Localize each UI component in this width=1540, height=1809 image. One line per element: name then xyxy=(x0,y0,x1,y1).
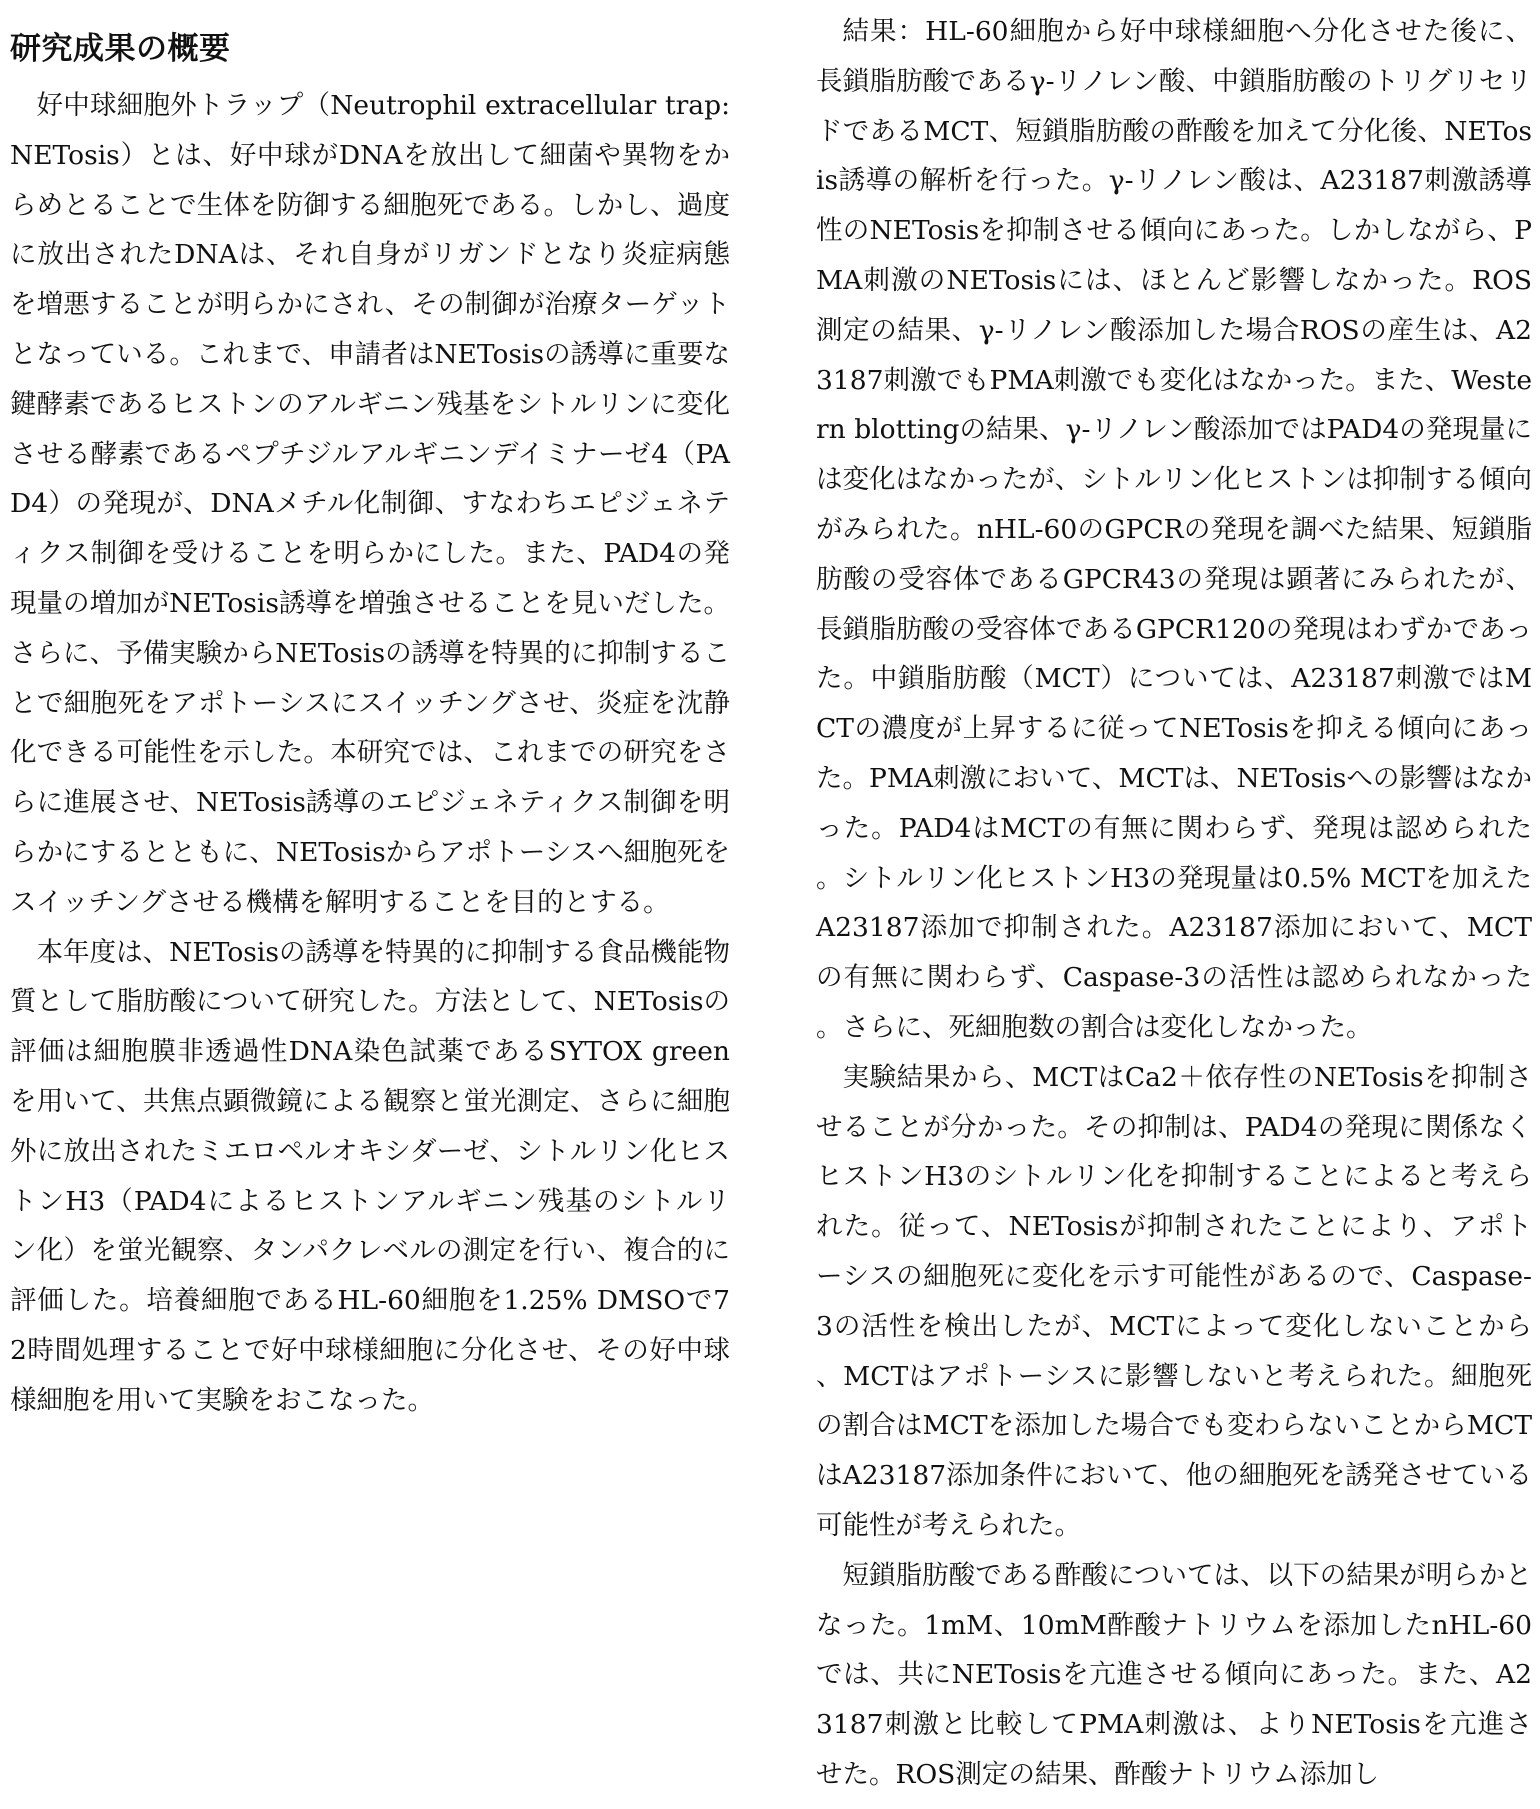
paragraph-acetic-acid: 短鎖脂肪酸である酢酸については、以下の結果が明らかとなった。1mM、10mM酢酸ナトリウムを添加したnHL-60では、共にNETosisを亢進させる傾向にあった。また、A23187刺激と比較してPMA刺激は、よりNETosisを亢進させた。ROS測定の結果、酢酸ナトリウム添加し xyxy=(816,1559,1532,1790)
section-heading: 研究成果の概要 xyxy=(10,31,231,67)
paragraph-background: 好中球細胞外トラップ（Neutrophil extracellular trap: NETosis）とは、好中球がDNAを放出して細菌や異物をからめとることで生体を防御する細胞死である。しかし、過度に放出されたDNAは、それ自身がリガンドとなり炎症病態を増悪することが明らかにされ、その制御が治療ターゲットとなっている。これまで、申請者はNETosisの誘導に重要な鍵酵素であるヒストンのアルギニン残基をシトルリンに変化させる酵素であるペプチジルアルギニンデイミナーゼ4（PAD4）の発現が、DNAメチル化制御、すなわちエピジェネティクス制御を受けることを明らかにした。また、PAD4の発現量の増加がNETosis誘導を増強させることを見いだした。さらに、予備実験からNETosisの誘導を特異的に抑制することで細胞死をアポトーシスにスイッチングさせ、炎症を沈静化できる可能性を示した。本研究では、これまでの研究をさらに進展させ、NETosis誘導のエピジェネティクス制御を明らかにするとともに、NETosisからアポトーシスへ細胞死をスイッチングさせる機構を解明することを目的とする。 xyxy=(10,90,730,918)
paragraph-methods: 本年度は、NETosisの誘導を特異的に抑制する食品機能物質として脂肪酸について研究した。方法として、NETosisの評価は細胞膜非透過性DNA染色試薬であるSYTOX greenを用いて、共焦点顕微鏡による観察と蛍光測定、さらに細胞外に放出されたミエロペルオキシダーゼ、シトルリン化ヒストンH3（PAD4によるヒストンアルギニン残基のシトルリン化）を蛍光観察、タンパクレベルの測定を行い、複合的に評価した。培養細胞であるHL-60細胞を1.25% DMSOで72時間処理することで好中球様細胞に分化させ、その好中球様細胞を用いて実験をおこなった。 xyxy=(10,936,730,1416)
paragraph-results: 結果：HL-60細胞から好中球様細胞へ分化させた後に、長鎖脂肪酸であるγ-リノレン酸、中鎖脂肪酸のトリグリセリドであるMCT、短鎖脂肪酸の酢酸を加えて分化後、NETosis誘導の解析を行った。γ-リノレン酸は、A23187刺激誘導性のNETosisを抑制させる傾向にあった。しかしながら、PMA刺激のNETosisには、ほとんど影響しなかった。ROS測定の結果、γ-リノレン酸添加した場合ROSの産生は、A23187刺激でもPMA刺激でも変化はなかった。また、Western blottingの結果、γ-リノレン酸添加ではPAD4の発現量には変化はなかったが、シトルリン化ヒストンは抑制する傾向がみられた。nHL-60のGPCRの発現を調べた結果、短鎖脂肪酸の受容体であるGPCR43の発現は顕著にみられたが、長鎖脂肪酸の受容体であるGPCR120の発現はわずかであった。中鎖脂肪酸（MCT）については、A23187刺激ではMCTの濃度が上昇するに従ってNETosisを抑える傾向にあった。PMA刺激において、MCTは、NETosisへの影響はなかった。PAD4はMCTの有無に関わらず、発現は認められた。シトルリン化ヒストンH3の発現量は0.5% MCTを加えたA23187添加で抑制された。A23187添加において、MCTの有無に関わらず、Caspase-3の活性は認められなかった。さらに、死細胞数の割合は変化しなかった。 xyxy=(816,16,1532,1043)
right-column xyxy=(816,0,1532,1800)
paragraph-discussion-mct: 実験結果から、MCTはCa2＋依存性のNETosisを抑制させることが分かった。その抑制は、PAD4の発現に関係なくヒストンH3のシトルリン化を抑制することによると考えられた。従って、NETosisが抑制されたことにより、アポトーシスの細胞死に変化を示す可能性があるので、Caspase-3の活性を検出したが、MCTによって変化しないことから、MCTはアポトーシスに影響しないと考えられた。細胞死の割合はMCTを添加した場合でも変わらないことからMCTはA23187添加条件において、他の細胞死を誘発させている可能性が考えられた。 xyxy=(816,1061,1532,1541)
left-column xyxy=(10,0,730,1426)
